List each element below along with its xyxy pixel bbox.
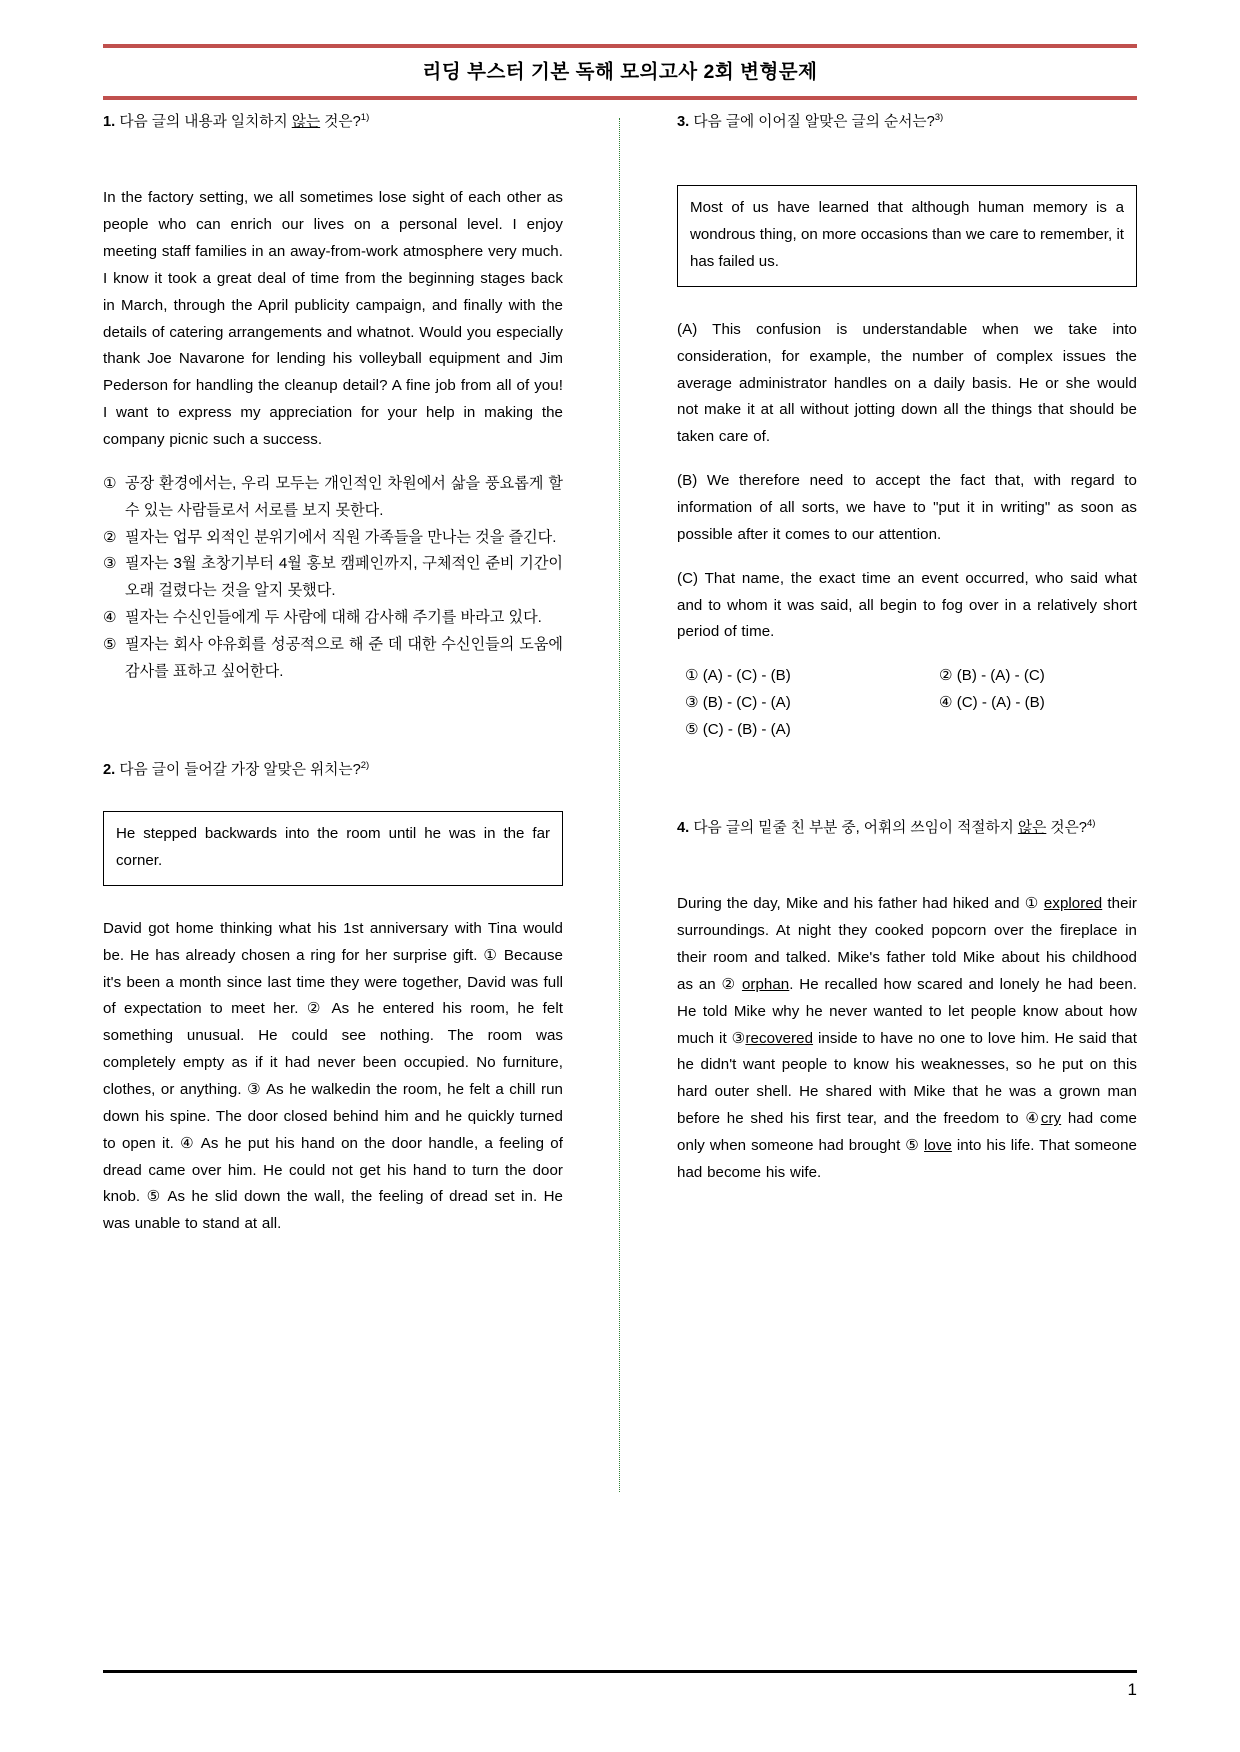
passage-text: . He recalled how scared and lonely he had been. He told Mike why he never wanted to let people know about how much it (677, 975, 1138, 1047)
spacer (103, 781, 563, 811)
question-4-passage (677, 891, 1137, 1186)
choice-label: 필자는 수신인들에게 두 사람에 대해 감사해 주기를 바라고 있다. (125, 609, 542, 627)
right-column (677, 112, 1137, 1572)
passage-text: their surroundings. At night they cooked popcorn over the fireplace in their room and talked. Mike's father told Mike about his childhood as an (677, 895, 1137, 993)
option-marker: ⑤ (685, 721, 699, 739)
spacer (103, 686, 563, 760)
choice-marker: ③ (103, 555, 117, 573)
spacer (677, 451, 1137, 468)
option-item[interactable] (907, 663, 1137, 690)
option-row (677, 717, 1137, 744)
question-1-number: 1. (103, 114, 116, 130)
question-2-passage: David got home thinking what his 1st anniversary with Tina would be. He has already chosen a ring for her surprise gift. ① Because it's been a month since last time they were together, David was full of expectation to meet her. ② As he entered his room, he felt something unusual. He could see nothing. The room was completely empty as if it had never been occupied. No furniture, clothes, or anything. ③ As he walkedin the room, he felt a chill run down his spine. The door closed behind him and he quickly turned to open it. ④ As he put his hand on the door handle, a feeling of dread came over him. He could not get his hand to turn the door knob. ⑤ As he slid down the wall, the feeling of dread set in. He was unable to stand at all. (103, 919, 563, 1233)
spacer (677, 744, 1137, 818)
option-item[interactable] (677, 690, 907, 717)
question-2-heading (103, 760, 563, 781)
option-row (677, 663, 1137, 690)
choice-item[interactable] (103, 605, 563, 632)
spacer (103, 454, 563, 471)
question-3-boxed-paragraph: Most of us have learned that although human memory is a wondrous thing, on more occasions than we care to remember, it has failed us. (677, 185, 1137, 287)
choice-item[interactable] (103, 632, 563, 686)
choice-label: 필자는 3월 초창기부터 4월 홍보 캠페인까지, 구체적인 준비 기간이 오래 걸렸다는 것을 알지 못했다. (125, 555, 563, 600)
choice-label: 필자는 회사 야유회를 성공적으로 해 준 데 대한 수신인들의 도움에 감사를 표하고 싶어한다. (125, 636, 563, 680)
spacer (103, 886, 563, 916)
option-marker: ③ (685, 694, 699, 712)
passage-text: into his life. That someone had become his wife. (677, 1136, 1137, 1181)
question-4-number: 4. (677, 819, 690, 836)
inline-choice-marker: ① (1024, 895, 1039, 913)
question-4-stem-pre: 다음 글의 밑줄 친 부분 중, 어휘의 쓰임이 적절하지 (693, 819, 1018, 836)
passage-text: During the day, Mike and his father had hiked and (677, 895, 1025, 913)
option-marker: ① (685, 667, 699, 685)
question-3-stem: 다음 글에 이어질 알맞은 글의 순서는? (693, 114, 935, 130)
underlined-vocab: orphan (741, 975, 790, 993)
passage-text: had come only when someone had brought (677, 1110, 1137, 1154)
question-2-footnote: 2) (360, 759, 370, 771)
underlined-vocab: cry (1040, 1110, 1062, 1128)
column-divider (619, 118, 620, 1492)
option-row (677, 690, 1137, 717)
question-1-passage: In the factory setting, we all sometimes lose sight of each other as people who can enrich our lives on a personal level. I enjoy meeting staff families in an away-from-work atmosphere very much. I know it took a great deal of time from the beginning stages back in March, through the April publicity campaign, and finally with the details of catering arrangements and whatnot. Would you especially thank Joe Navarone for lending his volleyball equipment and Jim Pederson for handling the cleanup detail? A fine job from all of you! I want to express my appreciation for your help in making the company picnic such a success. (103, 189, 563, 449)
underlined-vocab: recovered (745, 1029, 814, 1047)
question-2-boxed-sentence: He stepped backwards into the room until he was in the far corner. (103, 811, 563, 886)
spacer (677, 287, 1137, 317)
question-4-footnote: 4) (1086, 818, 1096, 830)
document-footer (103, 1670, 1137, 1701)
question-3-options (677, 663, 1137, 744)
question-1-footnote: 1) (360, 112, 370, 124)
document-header (103, 44, 1137, 100)
choice-item[interactable] (103, 525, 563, 552)
question-3-paragraph-a: (A) This confusion is understandable when we take into consideration, for example, the number of complex issues the average administrator handles on a daily basis. He or she would not make it at all without jotting down all the things that should be taken care of. (677, 320, 1137, 446)
choice-marker: ① (103, 474, 117, 492)
spacer (677, 549, 1137, 566)
question-1-heading (103, 112, 563, 133)
option-marker: ④ (939, 694, 953, 712)
option-item[interactable] (677, 663, 907, 690)
left-column (103, 112, 563, 1572)
spacer (677, 133, 1137, 185)
question-3-paragraph-b: (B) We therefore need to accept the fact that, with regard to information of all sorts, we have to "put it in writing" as soon as possible after it comes to our attention. (677, 472, 1137, 543)
choice-label: 공장 환경에서는, 우리 모두는 개인적인 차원에서 삶을 풍요롭게 할 수 있는 사람들로서 서로를 보지 못한다. (125, 474, 563, 519)
option-item[interactable] (677, 717, 907, 744)
spacer (677, 839, 1137, 891)
passage-text: inside to have no one to love him. He said that he didn't want people to know his weaknesses, so he put on this hard outer shell. He shared with Mike that he was a grown man before he shed his first tear, and the freedom to (677, 1029, 1137, 1128)
spacer (103, 133, 563, 185)
page-number: 1 (1127, 1680, 1137, 1699)
question-3-heading (677, 112, 1137, 133)
option-label: (C) - (B) - (A) (702, 721, 791, 739)
choice-item[interactable] (103, 471, 563, 525)
question-3-paragraph-c: (C) That name, the exact time an event occurred, who said what and to whom it was said, all begin to fog over in a relatively short period of time. (677, 569, 1137, 641)
question-2-number: 2. (103, 761, 116, 778)
question-1-stem-pre: 다음 글의 내용과 일치하지 (119, 114, 292, 130)
question-1-choices (103, 471, 563, 686)
question-4-heading (677, 818, 1137, 839)
page-title: 리딩 부스터 기본 독해 모의고사 2회 변형문제 (422, 61, 818, 83)
inline-choice-marker: ④ (1025, 1110, 1041, 1128)
inline-choice-marker: ③ (731, 1029, 746, 1047)
option-label: (B) - (A) - (C) (956, 667, 1045, 685)
option-label: (A) - (C) - (B) (702, 667, 791, 685)
question-3-number: 3. (677, 114, 690, 130)
choice-marker: ⑤ (103, 636, 117, 654)
choice-marker: ② (103, 528, 117, 546)
header-rule-bottom (103, 96, 1137, 100)
question-1-stem-post: 것은? (320, 114, 361, 130)
option-label: (C) - (A) - (B) (956, 694, 1045, 712)
question-3-footnote: 3) (934, 112, 944, 124)
option-label: (B) - (C) - (A) (702, 694, 791, 712)
spacer (677, 646, 1137, 663)
column-gutter (563, 112, 677, 1572)
question-1-stem-underline: 않는 (291, 114, 321, 130)
choice-marker: ④ (103, 609, 117, 627)
question-4-stem-underline: 않은 (1017, 819, 1047, 836)
underlined-vocab: explored (1043, 895, 1103, 913)
choice-label: 필자는 업무 외적인 분위기에서 직원 가족들을 만나는 것을 즐긴다. (125, 528, 557, 546)
inline-choice-marker: ② (721, 975, 737, 993)
underlined-vocab: love (924, 1136, 952, 1154)
choice-item[interactable] (103, 551, 563, 605)
option-spacer (907, 717, 1137, 744)
option-marker: ② (939, 667, 953, 685)
option-item[interactable] (907, 690, 1137, 717)
question-4-stem-post: 것은? (1046, 819, 1087, 836)
question-2-stem: 다음 글이 들어갈 가장 알맞은 위치는? (119, 761, 361, 778)
two-column-body (103, 112, 1137, 1572)
inline-choice-marker: ⑤ (905, 1136, 920, 1154)
